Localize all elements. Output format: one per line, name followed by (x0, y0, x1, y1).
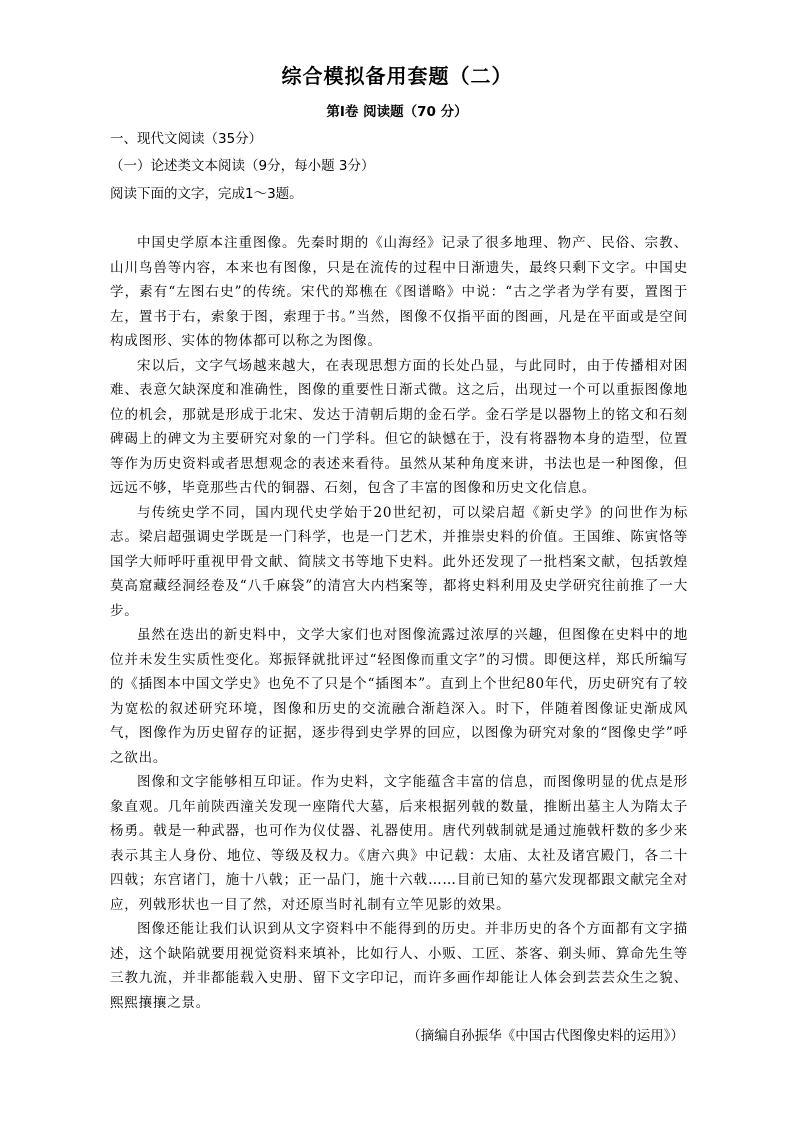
article-paragraph: 与传统史学不同，国内现代史学始于20世纪初，可以梁启超《新史学》的问世作为标志。梁启超强调史学既是一门科学，也是一门艺术，并推崇史料的价值。王国维、陈寅恪等国学大师呼吁重视甲骨文献、简牍文书等地下史料。此外还发现了一批档案文献，包括敦煌莫高窟藏经洞经卷及“八千麻袋”的清宫大内档案等，都将史料利用及史学研究往前推了一大步。 (110, 504, 688, 619)
section-subheading: （一）论述类文本阅读（9分，每小题 3分） (110, 158, 375, 174)
section-heading: 一、现代文阅读（35分） (110, 131, 263, 147)
paper-section-title: 第Ⅰ卷 阅读题（70 分） (326, 104, 468, 120)
page-title: 综合模拟备用套题（二） (281, 64, 513, 88)
reading-instruction: 阅读下面的文字，完成1～3题。 (110, 186, 303, 202)
article-paragraph: 虽然在迭出的新史料中，文学大家们也对图像流露过浓厚的兴趣，但图像在史料中的地位并未发生实质性变化。郑振铎就批评过“轻图像而重文字”的习惯。即便这样，郑氏所编写的《插图本中国文学史》也免不了只是个“插图本”。直到上个世纪80年代，历史研究有了较为宽松的叙述研究环境，图像和历史的交流融合渐趋深入。时下，伴随着图像证史渐成风气，图像作为历史留存的证据，逐步得到史学界的回应，以图像为研究对象的“图像史学”呼之欲出。 (110, 627, 688, 766)
article-source: （摘编自孙振华《中国古代图像史料的运用》） (407, 1028, 684, 1044)
article-paragraph: 图像和文字能够相互印证。作为史料，文字能蕴含丰富的信息，而图像明显的优点是形象直观。几年前陕西潼关发现一座隋代大墓，后来根据列戟的数量，推断出墓主人为隋太子杨勇。戟是一种武器，也可作为仪仗器、礼器使用。唐代列戟制就是通过施戟杆数的多少来表示其主人身份、地位、等级及权力。《唐六典》中记载：太庙、太社及诸宫殿门，各二十四戟；东宫诸门，施十八戟；正一品门，施十六戟……目前已知的墓穴发现都跟文献完全对应，列戟形状也一目了然，对还原当时礼制有立竿见影的效果。 (110, 774, 688, 913)
article-body (110, 231, 688, 1015)
article-paragraph: 宋以后，文字气场越来越大，在表现思想方面的长处凸显，与此同时，由于传播相对困难、表意欠缺深度和准确性，图像的重要性日渐式微。这之后，出现过一个可以重振图像地位的机会，那就是形成于北宋、发达于清朝后期的金石学。金石学是以器物上的铭文和石刻碑碣上的碑文为主要研究对象的一门学科。但它的缺憾在于，没有将器物本身的造型，位置等作为历史资料或者思想观念的表述来看待。虽然从某种角度来讲，书法也是一种图像，但远远不够，毕竟那些古代的铜器、石刻，包含了丰富的图像和历史文化信息。 (110, 357, 688, 496)
article-paragraph: 图像还能让我们认识到从文字资料中不能得到的历史。并非历史的各个方面都有文字描述，这个缺陷就要用视觉资料来填补，比如行人、小贩、工匠、茶客、剃头师、算命先生等三教九流，并非都能载入史册、留下文字印记，而许多画作却能让人体会到芸芸众生之貌、熙熙攘攘之景。 (110, 921, 688, 1011)
article-paragraph: 中国史学原本注重图像。先秦时期的《山海经》记录了很多地理、物产、民俗、宗教、山川鸟兽等内容，本来也有图像，只是在流传的过程中日渐遗失，最终只剩下文字。中国史学，素有“左图右史”的传统。宋代的郑樵在《图谱略》中说：“古之学者为学有要，置图于左，置书于右，索象于图，索理于书。”当然，图像不仅指平面的图画，凡是在平面或是空间构成图形、实体的物体都可以称之为图像。 (110, 235, 688, 349)
